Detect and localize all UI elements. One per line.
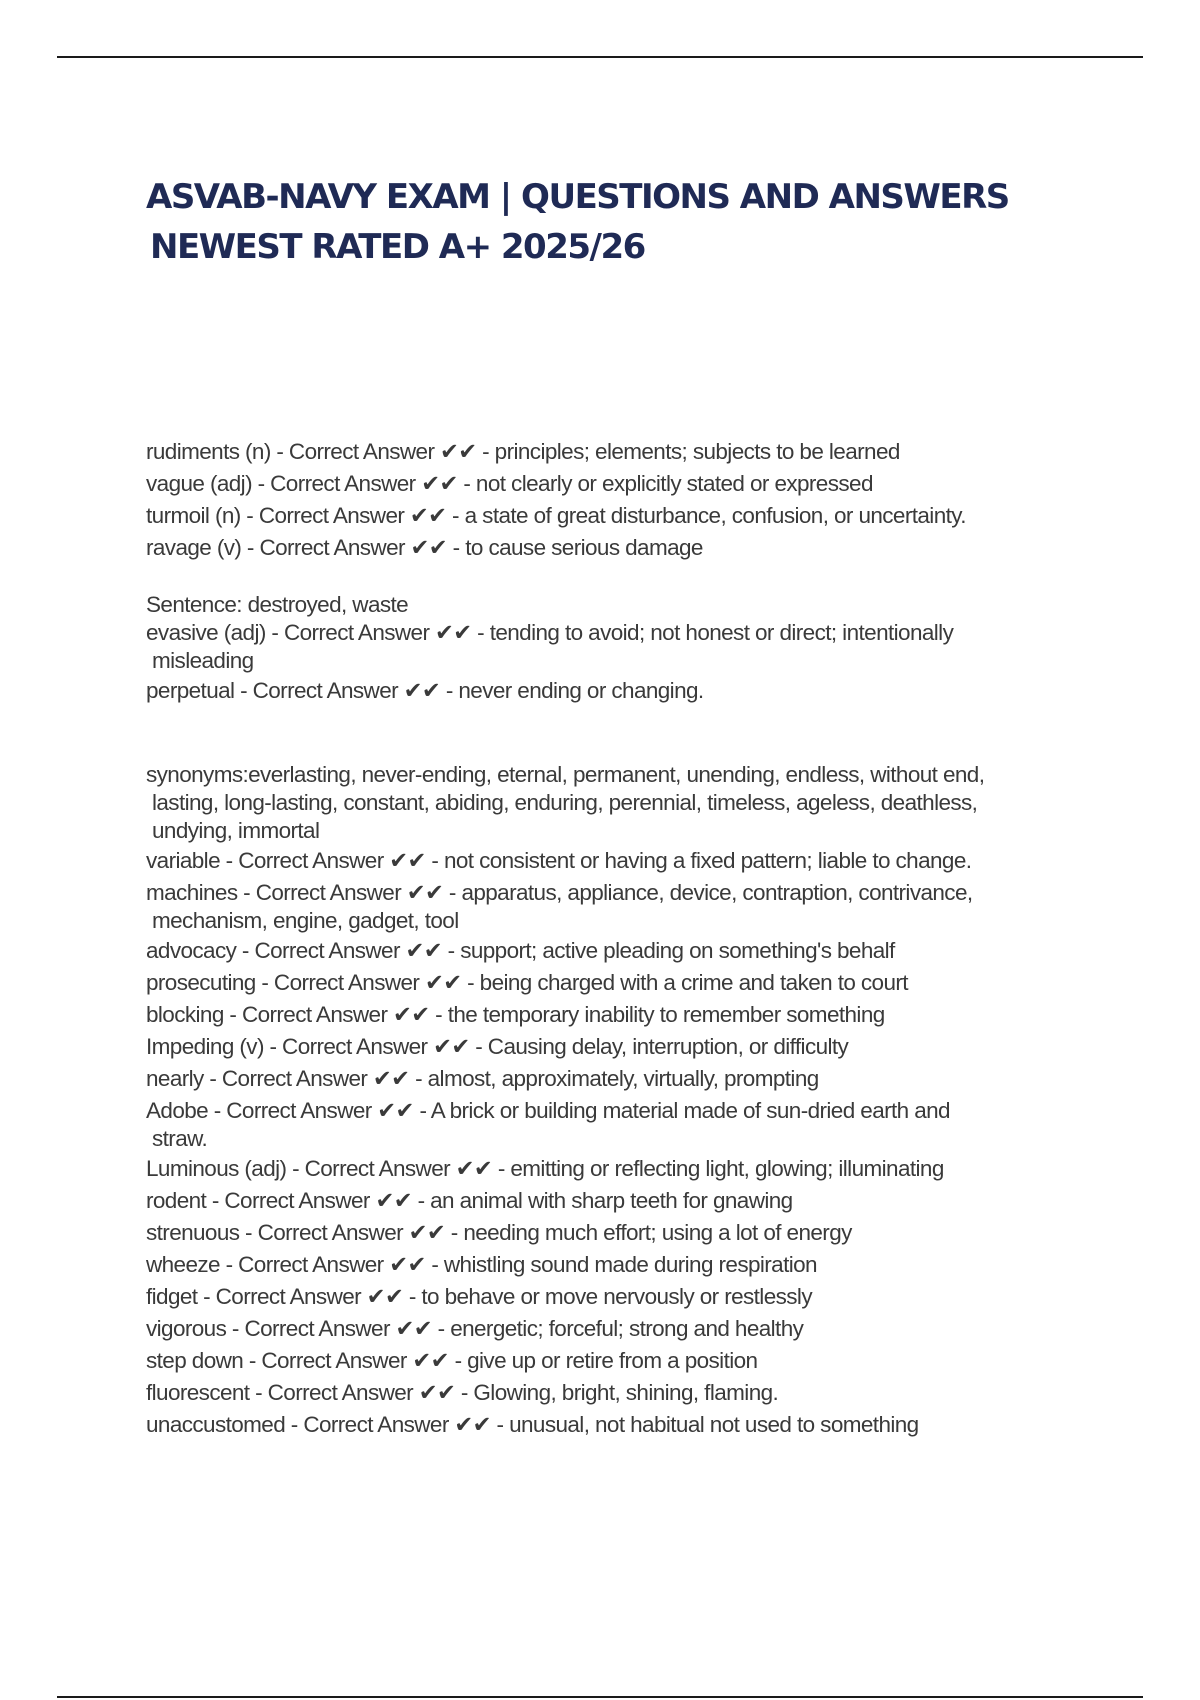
- list-item: Impeding (v) - Correct Answer ✔✔ - Causing delay, interruption, or difficulty: [146, 1034, 849, 1059]
- list-item: wheeze - Correct Answer ✔✔ - whistling sound made during respiration: [146, 1252, 817, 1277]
- list-item: fluorescent - Correct Answer ✔✔ - Glowing, bright, shining, flaming.: [146, 1380, 779, 1405]
- title-line-2: NEWEST RATED A+ 2025/26: [150, 227, 645, 267]
- title-line-1: ASVAB-NAVY EXAM | QUESTIONS AND ANSWERS: [146, 177, 1009, 217]
- list-item: rodent - Correct Answer ✔✔ - an animal with sharp teeth for gnawing: [146, 1188, 793, 1213]
- list-item: blocking - Correct Answer ✔✔ - the temporary inability to remember something: [146, 1002, 885, 1027]
- list-item: machines - Correct Answer ✔✔ - apparatus, appliance, device, contraption, contrivance, mechanism, engine, gadget, tool: [146, 880, 973, 933]
- list-item: Adobe - Correct Answer ✔✔ - A brick or building material made of sun-dried earth and straw.: [146, 1098, 950, 1151]
- top-rule: [57, 56, 1143, 58]
- list-item: Luminous (adj) - Correct Answer ✔✔ - emitting or reflecting light, glowing; illuminating: [146, 1156, 944, 1181]
- list-item: synonyms:everlasting, never-ending, eternal, permanent, unending, endless, without end, lasting, long-lasting, constant, abiding, enduring, perennial, timeless, ageless, deathless, undying, immortal: [146, 762, 985, 843]
- list-item: fidget - Correct Answer ✔✔ - to behave or move nervously or restlessly: [146, 1284, 812, 1309]
- list-item: nearly - Correct Answer ✔✔ - almost, approximately, virtually, prompting: [146, 1066, 819, 1091]
- list-item: step down - Correct Answer ✔✔ - give up or retire from a position: [146, 1348, 758, 1373]
- document-title: [146, 172, 1046, 272]
- list-item: turmoil (n) - Correct Answer ✔✔ - a state of great disturbance, confusion, or uncertainty.: [146, 503, 966, 528]
- list-item: variable - Correct Answer ✔✔ - not consistent or having a fixed pattern; liable to change.: [146, 848, 972, 873]
- list-item: strenuous - Correct Answer ✔✔ - needing much effort; using a lot of energy: [146, 1220, 852, 1245]
- list-item: Sentence: destroyed, waste: [146, 592, 409, 617]
- list-item: ravage (v) - Correct Answer ✔✔ - to cause serious damage: [146, 535, 703, 560]
- list-item: unaccustomed - Correct Answer ✔✔ - unusual, not habitual not used to something: [146, 1412, 919, 1437]
- list-item: evasive (adj) - Correct Answer ✔✔ - tending to avoid; not honest or direct; intentionally misleading: [146, 620, 954, 673]
- list-item: advocacy - Correct Answer ✔✔ - support; active pleading on something's behalf: [146, 938, 895, 963]
- bottom-rule: [57, 1696, 1143, 1698]
- qa-list: [146, 438, 1086, 1439]
- list-item: vigorous - Correct Answer ✔✔ - energetic; forceful; strong and healthy: [146, 1316, 804, 1341]
- list-item: vague (adj) - Correct Answer ✔✔ - not clearly or explicitly stated or expressed: [146, 471, 873, 496]
- list-item: perpetual - Correct Answer ✔✔ - never ending or changing.: [146, 678, 704, 703]
- list-item: prosecuting - Correct Answer ✔✔ - being charged with a crime and taken to court: [146, 970, 908, 995]
- list-item: rudiments (n) - Correct Answer ✔✔ - principles; elements; subjects to be learned: [146, 439, 900, 464]
